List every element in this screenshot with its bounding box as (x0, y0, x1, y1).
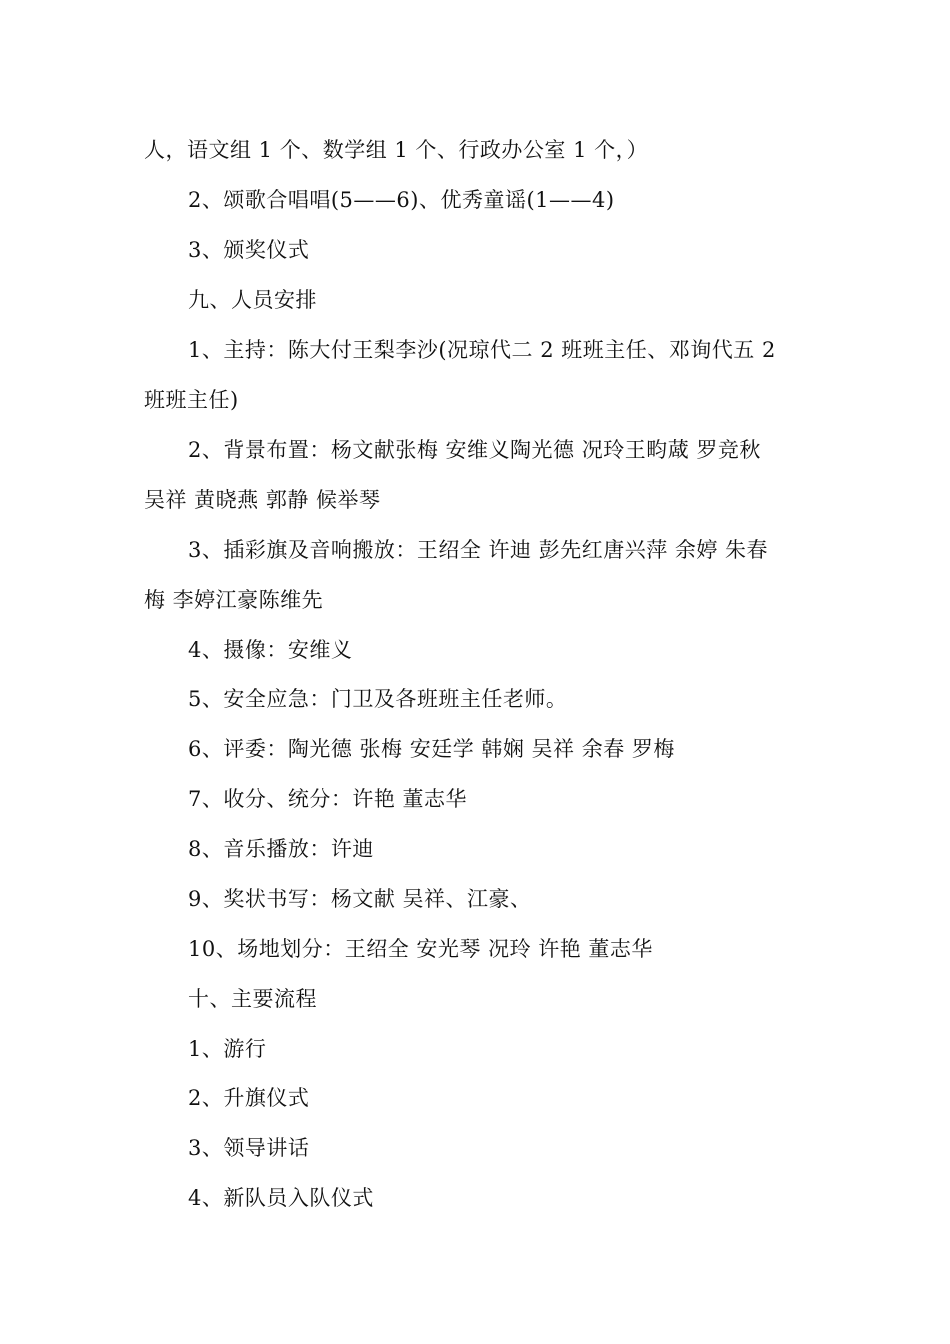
text-line-12: 5、安全应急：门卫及各班班主任老师。 (188, 687, 568, 711)
text-line-5: 1、主持：陈大付王梨李沙(况琼代二 2 班班主任、邓询代五 2 (188, 338, 776, 362)
text-line-1: 人，语文组 1 个、数学组 1 个、行政办公室 1 个，） (144, 138, 649, 162)
text-line-10: 梅 李婷江豪陈维先 (144, 588, 324, 612)
text-line-14: 7、收分、统分：许艳 董志华 (188, 787, 468, 811)
text-line-17: 10、场地划分：王绍全 安光琴 况玲 许艳 董志华 (188, 937, 653, 961)
text-line-22: 4、新队员入队仪式 (188, 1186, 374, 1210)
text-line-19: 1、游行 (188, 1037, 267, 1061)
text-line-8: 吴祥 黄晓燕 郭静 候举琴 (144, 488, 381, 512)
text-line-15: 8、音乐播放：许迪 (188, 837, 374, 861)
text-line-7: 2、背景布置：杨文献张梅 安维义陶光德 况玲王畇蒧 罗竞秋 (188, 438, 761, 462)
text-line-13: 6、评委：陶光德 张梅 安廷学 韩娴 吴祥 余春 罗梅 (188, 737, 675, 761)
text-line-21: 3、领导讲话 (188, 1136, 310, 1160)
text-line-20: 2、升旗仪式 (188, 1086, 310, 1110)
text-line-3: 3、颁奖仪式 (188, 238, 310, 262)
section-heading-9: 九、人员安排 (188, 288, 317, 312)
text-line-6: 班班主任) (144, 388, 239, 412)
text-line-11: 4、摄像：安维义 (188, 638, 353, 662)
text-line-9: 3、插彩旗及音响搬放：王绍全 许迪 彭先红唐兴萍 余婷 朱春 (188, 538, 769, 562)
text-line-2: 2、颂歌合唱唱(5——6)、优秀童谣(1——4) (188, 188, 615, 212)
text-line-16: 9、奖状书写：杨文献 吴祥、江豪、 (188, 887, 532, 911)
section-heading-10: 十、主要流程 (188, 987, 317, 1011)
